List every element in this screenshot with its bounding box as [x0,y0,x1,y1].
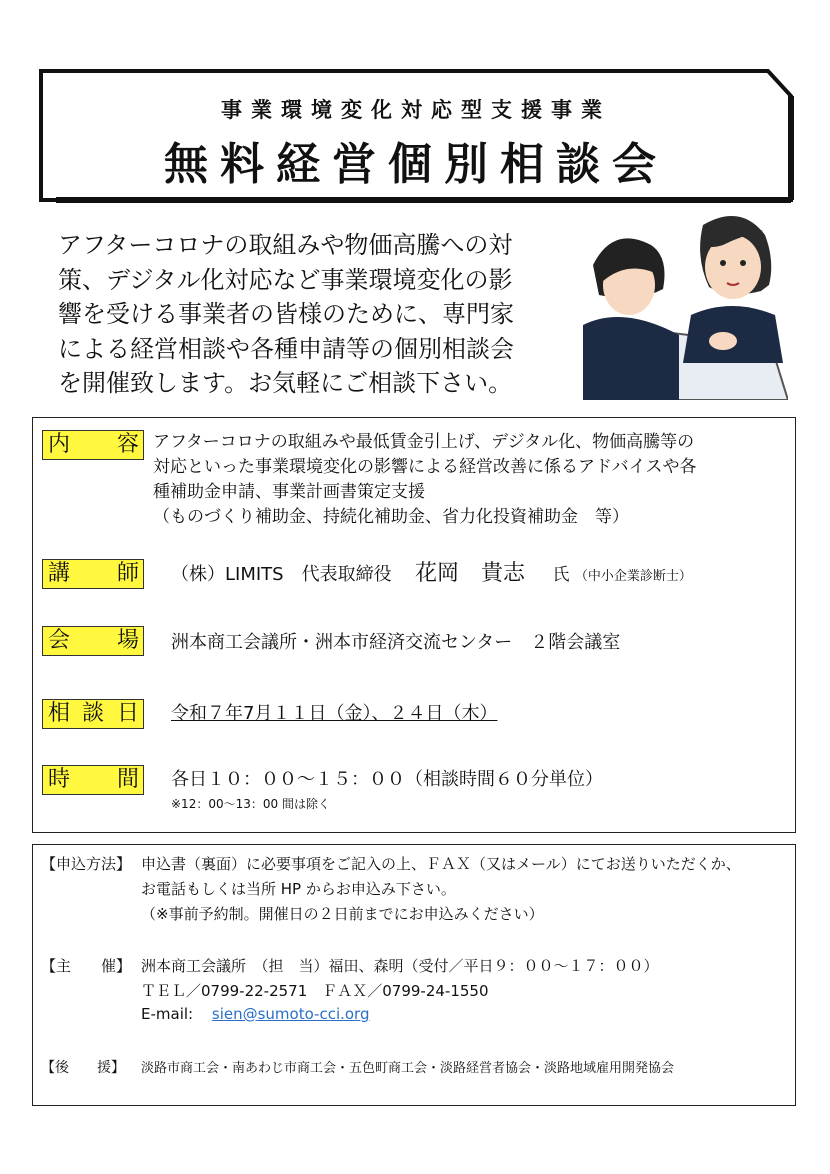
lecturer-info [171,561,692,589]
label-time: 時 間 [42,765,144,795]
lecturer-company: （株）LIMITS 代表取締役 [171,564,392,585]
consultation-people-icon [583,205,788,400]
title-box [38,68,794,203]
lecturer-name: 花岡 貴志 [415,561,526,586]
method-label: 【申込方法】 [41,855,132,873]
intro-text [58,228,578,401]
email-link[interactable]: sien@sumoto-cci.org [211,1005,370,1023]
label-venue: 会 場 [42,626,144,656]
application-box [32,844,796,1106]
content-line: （ものづくり補助金、持続化補助金、省力化投資補助金 等） [153,507,629,527]
host-line: 洲本商工会議所 （担 当）福田、森明（受付／平日９：００～１７：００） [141,957,659,975]
email-label: E-mail: [141,1005,194,1023]
method-line: お電話もしくは当所 HP からお申込み下さい。 [141,880,456,898]
label-lecturer: 講 師 [42,559,144,589]
content-text [153,430,793,530]
lecturer-suffix: 氏 [552,565,570,585]
method-line: 申込書（裏面）に必要事項をご記入の上、ＦＡＸ（又はメール）にてお送りいただくか、 [141,855,741,873]
event-subtitle: 事業環境変化対応型支援事業 [221,98,611,122]
date-text: 令和７年7月１１日（金）、２４日（木） [171,703,498,724]
time-note: ※12：00～13：00 間は除く [171,797,330,811]
method-line: （※事前予約制。開催日の２日前までにお申込みください） [141,905,544,923]
content-line: 種補助金申請、事業計画書策定支援 [153,482,425,502]
page-title: 無料経営個別相談会 [164,139,668,190]
host-label: 【主 催】 [41,957,132,975]
intro-line: 響を受ける事業者の皆様のために、専門家 [58,300,514,328]
venue-text: 洲本商工会議所・洲本市経済交流センター ２階会議室 [171,632,621,653]
content-line: 対応といった事業環境変化の影響による経営改善に係るアドバイスや各 [153,457,697,477]
time-text: 各日１０：００～１５：００（相談時間６０分単位） [171,769,603,790]
intro-line: アフターコロナの取組みや物価高騰への対 [58,231,513,259]
label-content: 内 容 [42,430,144,460]
support-line: 淡路市商工会・南あわじ市商工会・五色町商工会・淡路経営者協会・淡路地域雇用開発協会 [141,1061,675,1076]
intro-line: を開催致します。お気軽にご相談下さい。 [58,369,513,397]
intro-line: 策、デジタル化対応など事業環境変化の影 [58,265,513,294]
tel-fax: ＴＥＬ／0799-22-2571 ＦＡＸ／0799-24-1550 [141,982,489,1000]
details-box [32,417,796,833]
content-line: アフターコロナの取組みや最低賃金引上げ、デジタル化、物価高騰等の [153,432,695,452]
support-label: 【後 援】 [41,1060,125,1076]
label-date: 相 談 日 [42,699,144,729]
lecturer-qualification: （中小企業診断士） [574,569,692,584]
intro-line: による経営相談や各種申請等の個別相談会 [58,334,514,363]
email-row [141,1005,370,1023]
